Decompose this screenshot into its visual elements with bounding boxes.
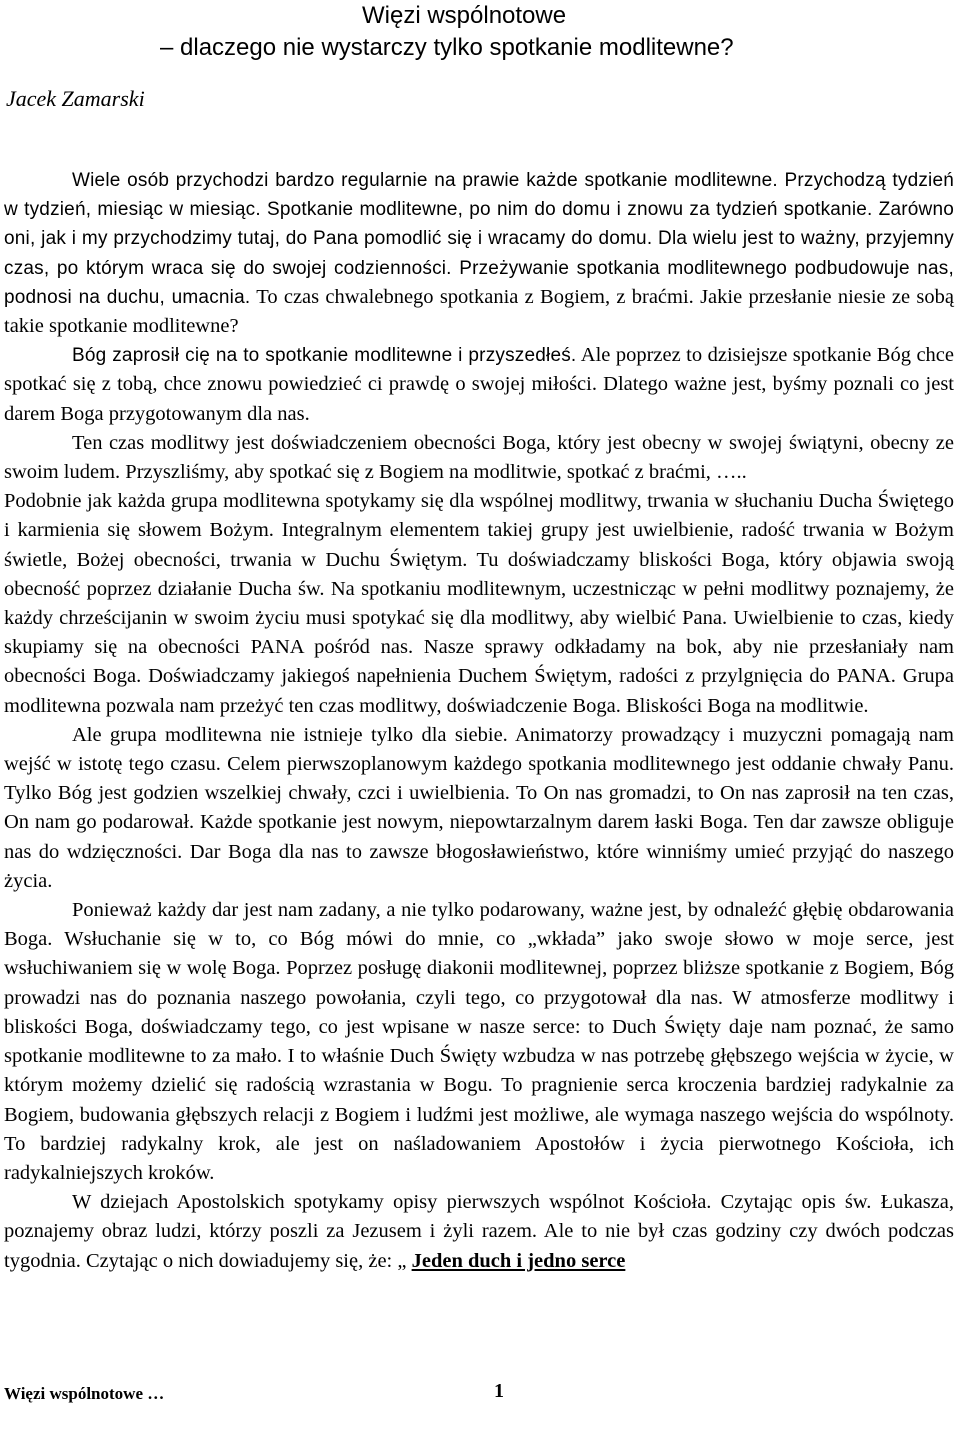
paragraph-7-text: W dziejach Apostolskich spotykamy opisy pierwszych wspólnot Kościoła. Czytając opis św. Łukasza, poznajemy obraz ludzi, którzy poszli za Jezusem i żyli razem. Ale to nie był czas godziny czy dwóch podczas tygodnia. Czytając o nich dowiadujemy się, że: „ — [4, 1191, 954, 1272]
paragraph-2-sans-text: Bóg zaprosił cię na to spotkanie modlitewne i przyszedłeś. — [72, 345, 577, 367]
document-title — [160, 0, 734, 64]
paragraph-4: Podobnie jak każda grupa modlitewna spotykamy się dla wspólnej modlitwy, trwania w słuchaniu Ducha Świętego i karmienia się słowem Bożym. Integralnym elementem takiej grupy jest uwielbienie, radość trwania w Bożym świetle, Bożej obecności, trwania w Duchu Świętym. Tu doświadczamy bliskości Boga, który objawia swoją obecność poprzez działanie Ducha św. Na spotkaniu modlitewnym, uczestnicząc w pełni modlitwy poznajemy, że każdy chrześcijanin w swoim życiu musi spotykać się dla modlitwy, aby wielbić Pana. Uwielbienie to czas, kiedy skupiamy się na obecności PANA pośród nas. Nasze sprawy odkładamy na bok, aby nie przesłaniały nam obecności Boga. Doświadczamy jakiegoś napełnienia Duchem Świętym, radości z przylgnięcia do PANA. Grupa modlitewna pozwala nam przeżyć ten czas modlitwy, doświadczenie Boga. Bliskości Boga na modlitwie. — [4, 490, 954, 717]
paragraph-2-serif-text: Ale poprzez to dzisiejsze spotkanie Bóg chce spotkać się z tobą, chce znowu powiedzieć ci prawdę o swojej miłości. Dlatego ważne jest, byśmy poznali co jest darem Boga przygotowanym dla nas. — [4, 344, 954, 425]
paragraph-1-sans-text: Wiele osób przychodzi bardzo regularnie na prawie każde spotkanie modlitewne. Przychodzą tydzień w tydzień, miesiąc w miesiąc. Spotkanie modlitewne, po nim do domu i znowu za tydzień spotkanie. Zarówno oni, jak i my przychodzimy tutaj, do Pana pomodlić się i wracamy do domu. Dla wielu jest to ważny, przyjemny czas, po którym wraca się do swojej codzienności. Przeżywanie spotkania modlitewnego podbudowuje nas, podnosi na duchu, umacnia. — [4, 170, 954, 308]
paragraph-6: Ponieważ każdy dar jest nam zadany, a nie tylko podarowany, ważne jest, by odnaleźć głębię obdarowania Boga. Wsłuchanie się w to, co Bóg mówi do mnie, co „wkłada” jako swoje słowo w moje serce, jest wsłuchiwaniem się w wolę Boga. Poprzez posługę diakonii modlitewnej, poprzez bliższe spotkanie z Bogiem, Bóg prowadzi nas do poznania naszego powołania, czyli tego, co przygotował dla nas. W atmosferze modlitwy i bliskości Boga, doświadczamy tego, co jest wpisane w nasze serce: to Duch Święty daje nam poznać, że samo spotkanie modlitewne to za mało. I to właśnie Duch Święty wzbudza w nas potrzebę głębszego wejścia w życie, w którym możemy dzielić się radością wzrastania w Bogu. To pragnienie serca kroczenia bardziej radykalnie za Bogiem, budowania głębszych relacji z Bogiem i ludźmi jest możliwe, ale wymaga naszego wejścia do wspólnoty. To bardziej radykalny krok, ale jest on naśladowaniem Apostołów i życia pierwotnego Kościoła, ich radykalniejszych kroków. — [4, 899, 954, 1184]
title-line-1: Więzi wspólnotowe — [362, 2, 567, 29]
title-line-2: – dlaczego nie wystarczy tylko spotkanie modlitewne? — [160, 34, 734, 61]
paragraph-5: Ale grupa modlitewna nie istnieje tylko dla siebie. Animatorzy prowadzący i muzyczni pomagają nam wejść w istotę tego czasu. Celem pierwszoplanowym każdego spotkania modlitewnego jest oddanie chwały Panu. Tylko Bóg jest godzien wszelkiej chwały, czci i uwielbienia. To On nas gromadzi, to On nas zaprosił na ten czas, On nam go podarował. Każde spotkanie jest nowym, niepowtarzalnym darem łaski Boga. Ten dar zawsze obliguje nas do wdzięczności. Dar Boga dla nas to zawsze błogosławieństwo, które winniśmy umieć przyjąć do naszego życia. — [4, 723, 954, 892]
paragraph-3: Ten czas modlitwy jest doświadczeniem obecności Boga, który jest obecny w swojej świątyni, obecny ze swoim ludem. Przyszliśmy, aby spotkać się z Bogiem na modlitwie, spotkać z braćmi, ….. — [4, 431, 954, 484]
paragraph-1-serif-text: To czas chwalebnego spotkania z Bogiem, z braćmi. Jakie przesłanie niesie ze sobą takie spotkanie modlitewne? — [4, 285, 954, 338]
article-body — [4, 166, 954, 1276]
footer-label: Więzi wspólnotowe … — [4, 1384, 165, 1403]
paragraph-1 — [4, 166, 954, 341]
page-number: 1 — [494, 1380, 504, 1402]
page-footer — [4, 1380, 604, 1404]
paragraph-2 — [4, 341, 954, 429]
author-name: Jacek Zamarski — [6, 86, 145, 111]
paragraph-7-emphasis: Jeden duch i jedno serce — [411, 1249, 626, 1272]
paragraph-7 — [4, 1188, 954, 1276]
